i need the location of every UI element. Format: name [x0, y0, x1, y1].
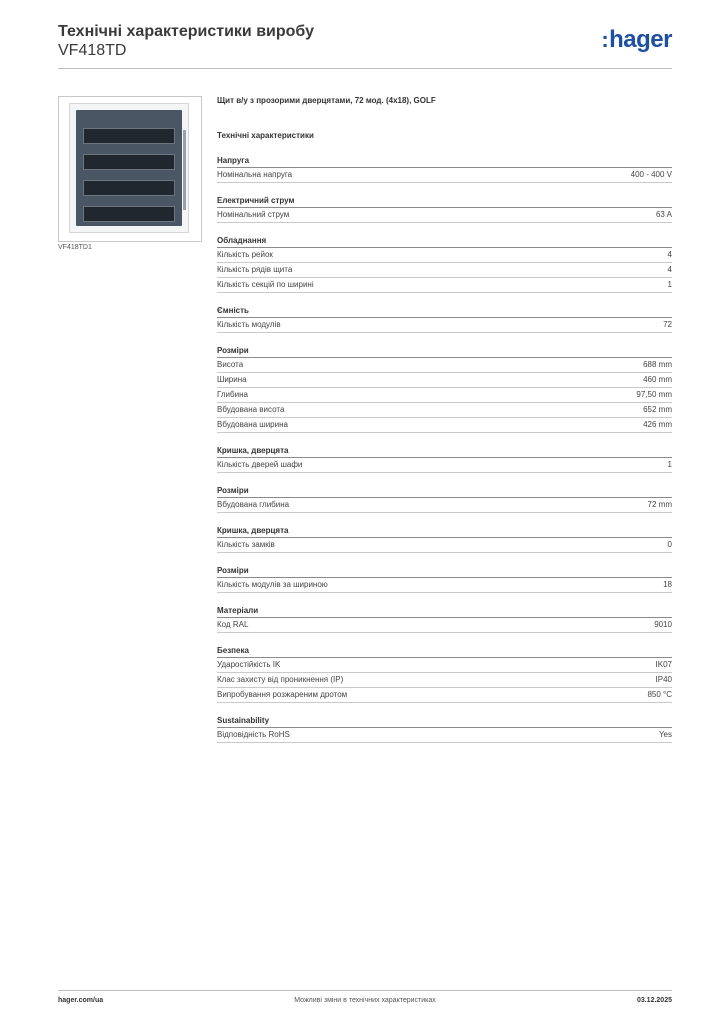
spec-row: [217, 263, 672, 278]
spec-value: 652 mm: [643, 405, 672, 414]
spec-label: Кількість рейок: [217, 250, 273, 259]
spec-value: 400 - 400 V: [630, 170, 672, 179]
spec-row: [217, 278, 672, 293]
spec-value: Yes: [658, 730, 672, 739]
din-rail: [83, 128, 175, 144]
spec-group: [217, 154, 672, 183]
spec-group: [217, 344, 672, 433]
spec-value: 426 mm: [643, 420, 672, 429]
spec-label: Вбудована висота: [217, 405, 285, 414]
spec-group: [217, 564, 672, 593]
footer-divider: [58, 990, 672, 991]
spec-group: [217, 604, 672, 633]
spec-row: [217, 688, 672, 703]
spec-group-title: Матеріали: [217, 604, 672, 618]
spec-groups: [217, 154, 672, 743]
spec-row: [217, 418, 672, 433]
spec-row: [217, 403, 672, 418]
spec-group: [217, 484, 672, 513]
spec-label: Ширина: [217, 375, 247, 384]
spec-group-title: Електричний струм: [217, 194, 672, 208]
spec-label: Висота: [217, 360, 244, 369]
spec-group-title: Кришка, дверцята: [217, 524, 672, 538]
spec-group-title: Напруга: [217, 154, 672, 168]
spec-row: [217, 358, 672, 373]
spec-group-title: Розміри: [217, 484, 672, 498]
spec-value: 4: [667, 250, 672, 259]
spec-group-title: Ємність: [217, 304, 672, 318]
spec-label: Глибина: [217, 390, 248, 399]
spec-group: [217, 714, 672, 743]
spec-group: [217, 444, 672, 473]
spec-row: [217, 538, 672, 553]
spec-row: [217, 658, 672, 673]
spec-label: Кількість замків: [217, 540, 275, 549]
spec-row: [217, 458, 672, 473]
spec-row: [217, 168, 672, 183]
spec-value: 18: [663, 580, 672, 589]
spec-row: [217, 618, 672, 633]
spec-content: [217, 93, 672, 743]
product-image: [58, 96, 202, 242]
page-title: Технічні характеристики виробу: [58, 23, 314, 40]
spec-value: 850 °C: [647, 690, 672, 699]
hager-logo: :hager: [601, 26, 672, 53]
spec-value: 9010: [654, 620, 672, 629]
spec-group: [217, 234, 672, 293]
spec-value: 1: [667, 460, 672, 469]
spec-row: [217, 578, 672, 593]
header-divider: [58, 68, 672, 69]
spec-label: Номінальна напруга: [217, 170, 293, 179]
spec-label: Кількість секцій по ширині: [217, 280, 314, 289]
spec-label: Вбудована ширина: [217, 420, 288, 429]
din-rail: [83, 180, 175, 196]
spec-value: IP40: [655, 675, 672, 684]
spec-value: IK07: [655, 660, 672, 669]
spec-label: Випробування розжареним дротом: [217, 690, 348, 699]
image-caption: VF418TD1: [58, 244, 92, 251]
product-reference: VF418TD: [58, 42, 127, 59]
din-rail: [83, 154, 175, 170]
spec-group: [217, 304, 672, 333]
spec-row: [217, 248, 672, 263]
footer-note: Можливі зміни в технічних характеристиках: [294, 997, 436, 1004]
spec-group: [217, 194, 672, 223]
spec-value: 4: [667, 265, 672, 274]
spec-value: 72: [663, 320, 672, 329]
cabinet-door: [76, 110, 182, 226]
spec-label: Кількість модулів за шириною: [217, 580, 328, 589]
spec-value: 97,50 mm: [636, 390, 672, 399]
spec-label: Кількість дверей шафи: [217, 460, 303, 469]
spec-value: 72 mm: [647, 500, 672, 509]
spec-group-title: Sustainability: [217, 714, 672, 728]
spec-row: [217, 373, 672, 388]
spec-label: Кількість рядів щита: [217, 265, 293, 274]
footer-website: hager.com/ua: [58, 997, 104, 1004]
spec-group-title: Розміри: [217, 564, 672, 578]
spec-row: [217, 498, 672, 513]
spec-group-title: Розміри: [217, 344, 672, 358]
spec-group-title: Обладнання: [217, 234, 672, 248]
spec-value: 460 mm: [643, 375, 672, 384]
page-header: [58, 22, 672, 60]
spec-label: Клас захисту від проникнення (IP): [217, 675, 344, 684]
spec-group: [217, 644, 672, 703]
spec-group-title: Безпека: [217, 644, 672, 658]
door-hinge: [183, 130, 186, 210]
spec-row: [217, 388, 672, 403]
spec-value: 63 A: [655, 210, 672, 219]
spec-group-title: Кришка, дверцята: [217, 444, 672, 458]
spec-group: [217, 524, 672, 553]
section-heading: Технічні характеристики: [217, 131, 314, 140]
spec-value: 0: [667, 540, 672, 549]
spec-row: [217, 728, 672, 743]
distribution-board-illustration: [69, 103, 189, 233]
product-description: Щит в/у з прозорими дверцятами, 72 мод. (4х18), GOLF: [217, 96, 436, 105]
spec-label: Номінальний струм: [217, 210, 290, 219]
spec-label: Код RAL: [217, 620, 249, 629]
din-rail: [83, 206, 175, 222]
spec-value: 1: [667, 280, 672, 289]
spec-value: 688 mm: [643, 360, 672, 369]
footer-date: 03.12.2025: [636, 997, 672, 1004]
spec-row: [217, 208, 672, 223]
spec-label: Вбудована глибина: [217, 500, 290, 509]
spec-label: Ударостійкість IK: [217, 660, 281, 669]
spec-row: [217, 318, 672, 333]
spec-label: Відповідність RoHS: [217, 730, 290, 739]
spec-row: [217, 673, 672, 688]
spec-label: Кількість модулів: [217, 320, 281, 329]
